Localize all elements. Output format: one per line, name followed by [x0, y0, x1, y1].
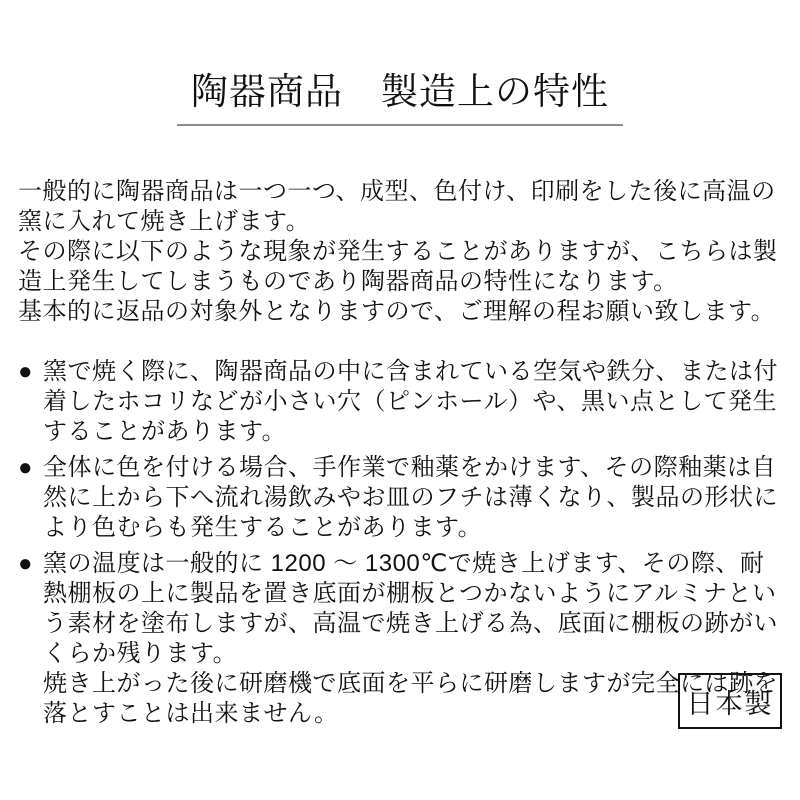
intro-paragraph — [18, 177, 784, 327]
intro-line: 一般的に陶器商品は一つ一つ、成型、色付け、印刷をした後に高温の — [18, 178, 776, 206]
bullet-line: より色むらも発生することがあります。 — [43, 514, 483, 542]
bullet-line: う素材を塗布しますが、高温で焼き上げる為、底面に棚板の跡がい — [43, 610, 778, 638]
notice-body — [0, 177, 800, 729]
intro-line: 基本的に返品の対象外となりますので、ご理解の程お願い致します。 — [18, 298, 776, 326]
bullet-dot-icon: ● — [18, 550, 33, 578]
bullet-text: 窯で焼く際に、陶器商品の中に含まれている空気や鉄分、または付 — [43, 358, 778, 386]
page-title: 陶器商品 製造上の特性 — [177, 71, 623, 127]
bullet-line: 熱棚板の上に製品を置き底面が棚板とつかないようにアルミナとい — [43, 580, 777, 608]
bullet-line — [18, 453, 784, 483]
intro-line: 窯に入れて焼き上げます。 — [18, 208, 311, 236]
bullet-item-pinholes — [18, 357, 784, 447]
bullet-item-kiln-marks — [18, 549, 784, 669]
bullet-line: くらか残ります。 — [43, 640, 238, 668]
made-in-japan-badge — [678, 673, 782, 729]
bullet-dot-icon: ● — [18, 454, 33, 482]
bullet-line — [18, 357, 784, 387]
paragraph-spacer — [18, 327, 784, 357]
bullet-line — [18, 549, 784, 579]
bullet-item-glaze — [18, 453, 784, 543]
made-in-japan-label: 日本製 — [686, 688, 774, 719]
title-section — [0, 0, 800, 151]
note-line: 落とすことは出来ません。 — [43, 700, 339, 728]
note-line: 焼き上がった後に研磨機で底面を平らに研磨しますが完全には跡を — [43, 670, 778, 698]
bullet-text: 全体に色を付ける場合、手作業で釉薬をかけます、その際釉薬は自 — [43, 454, 777, 482]
bullet-line: 然に上から下へ流れ湯飲みやお皿のフチは薄くなり、製品の形状に — [43, 484, 778, 512]
bullet-line: することがあります。 — [43, 418, 287, 446]
polishing-note — [18, 669, 784, 729]
bullet-line: 着したホコリなどが小さい穴（ピンホール）や、黒い点として発生 — [43, 388, 778, 416]
intro-line: 造上発生してしまうものであり陶器商品の特性になります。 — [18, 268, 678, 296]
intro-line: その際に以下のような現象が発生することがありますが、こちらは製 — [18, 238, 778, 266]
bullet-text: 窯の温度は一般的に 1200 ～ 1300℃で焼き上げます、その際、耐 — [43, 550, 765, 578]
bullet-dot-icon: ● — [18, 358, 33, 386]
